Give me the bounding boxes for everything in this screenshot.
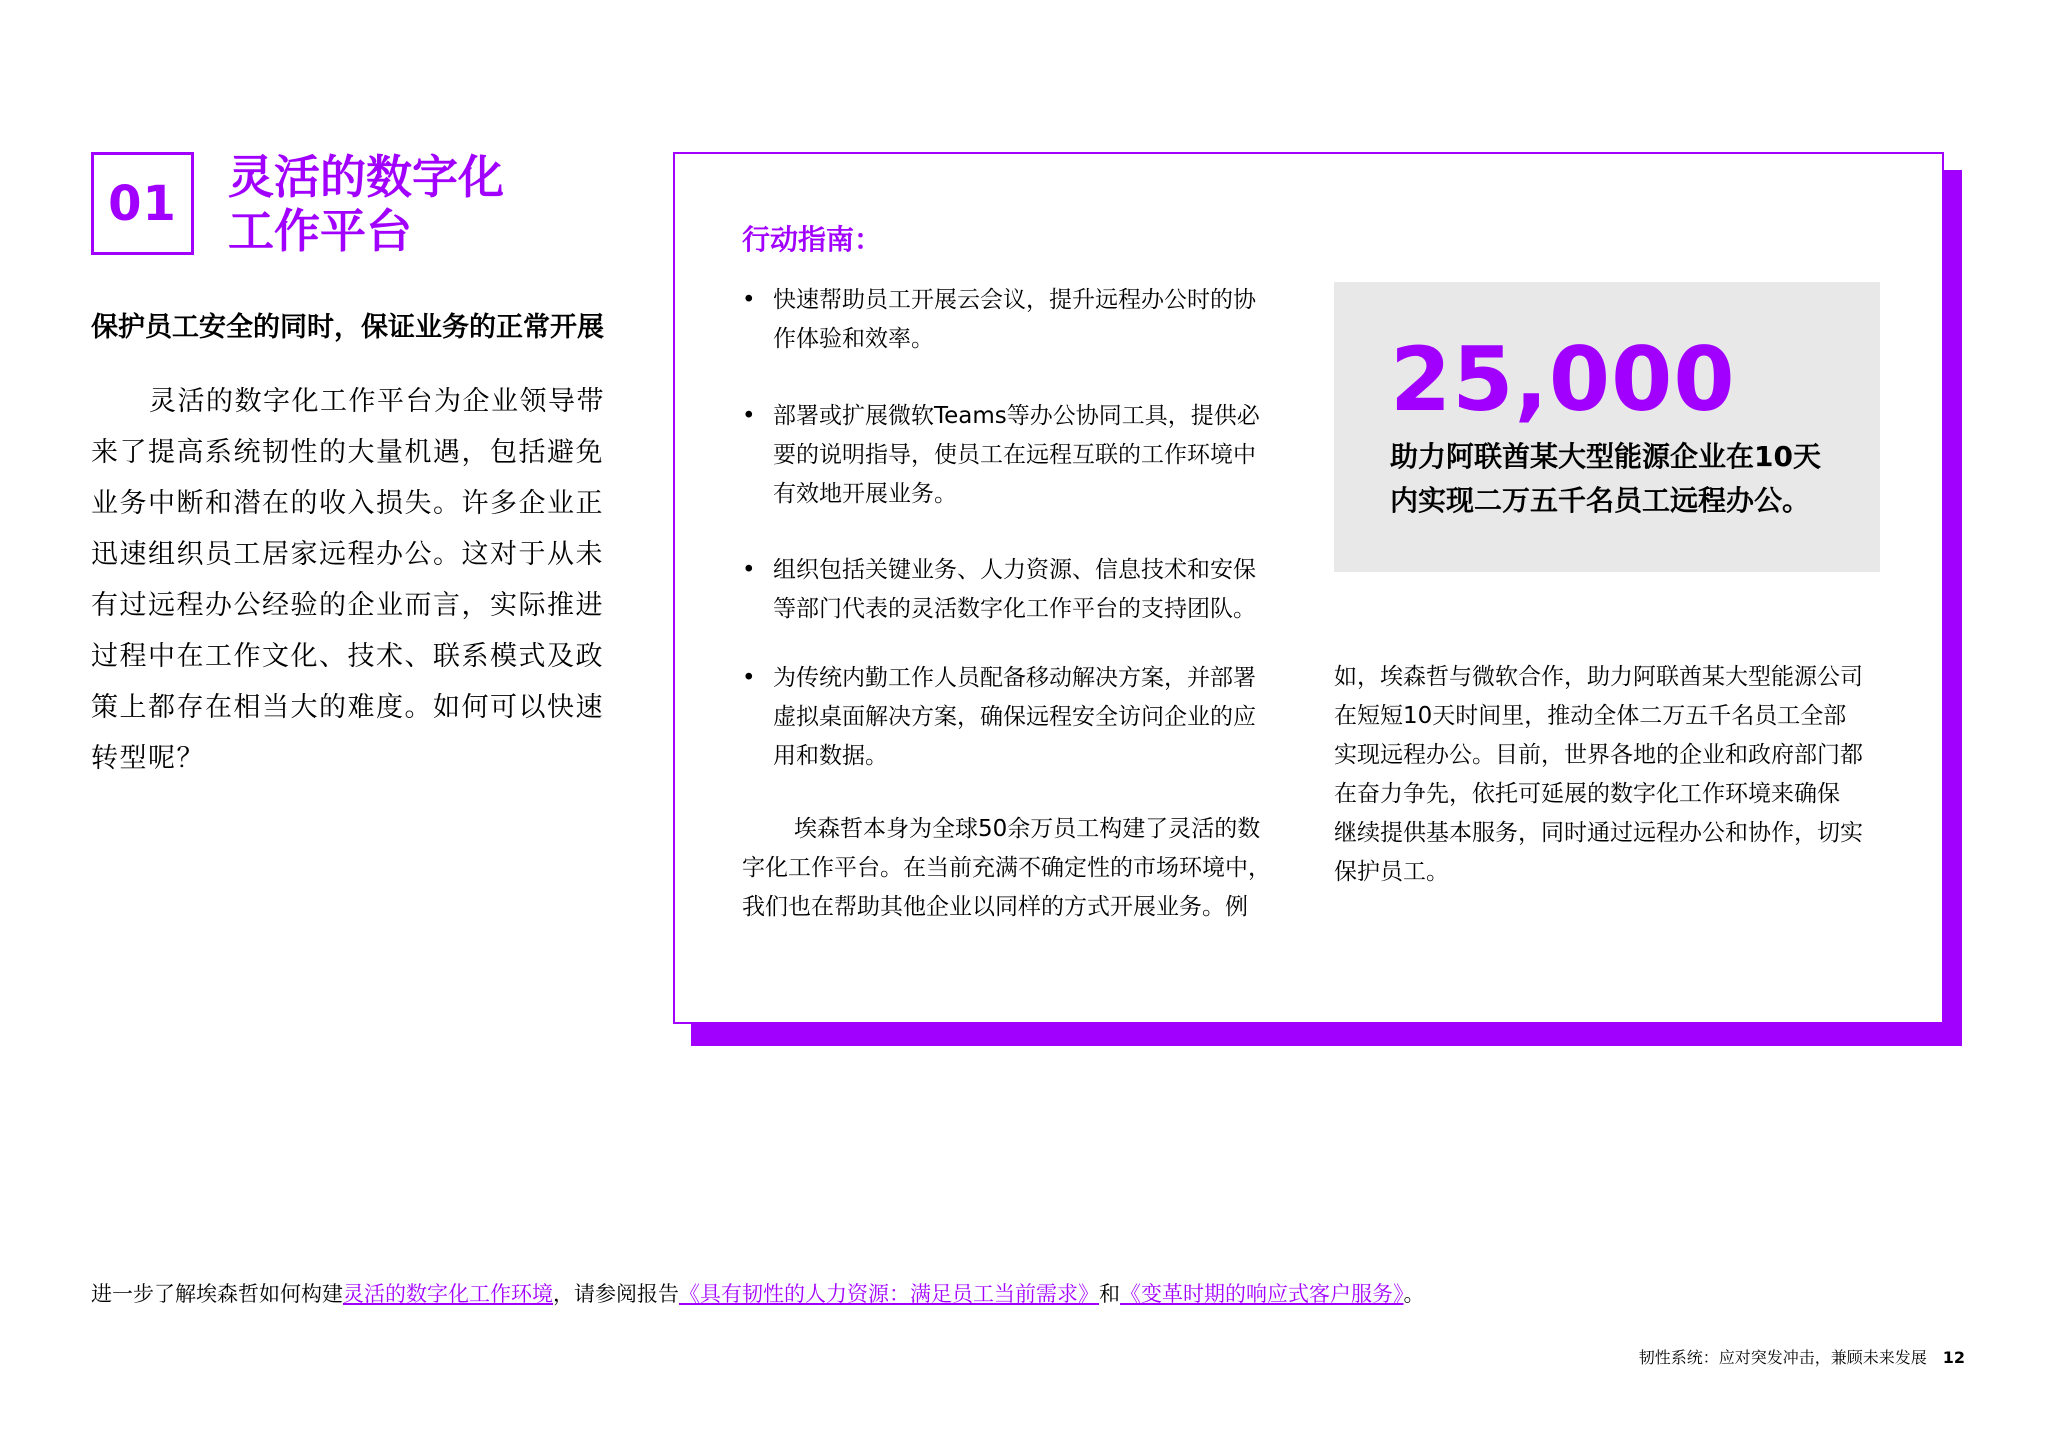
para-line: 我们也在帮助其他企业以同样的方式开展业务。例 — [742, 894, 1248, 920]
intro-line: 有过远程办公经验的企业而言，实际推进 — [91, 590, 604, 621]
para-line: 字化工作平台。在当前充满不确定性的市场环境中， — [742, 855, 1271, 881]
bullet-line: 用和数据。 — [773, 743, 888, 769]
section-number: 01 — [108, 175, 177, 232]
intro-line: 过程中在工作文化、技术、联系模式及政 — [91, 641, 604, 672]
stat-caption-line: 内实现二万五千名员工远程办公。 — [1390, 484, 1811, 517]
further-middle: ，请参阅报告 — [553, 1282, 679, 1306]
intro-line: 业务中断和潜在的收入损失。许多企业正 — [91, 488, 604, 519]
link-responsive-service-report[interactable]: 《变革时期的响应式客户服务》 — [1120, 1282, 1404, 1306]
page-number: 12 — [1942, 1348, 1965, 1367]
bullet-line: 快速帮助员工开展云会议，提升远程办公时的协 — [773, 287, 1256, 313]
bullet-line: 为传统内勤工作人员配备移动解决方案，并部署 — [773, 665, 1256, 691]
bullet-line: 虚拟桌面解决方案，确保远程安全访问企业的应 — [773, 704, 1256, 730]
intro-line: 策上都存在相当大的难度。如何可以快速 — [91, 692, 604, 723]
bullet-line: 等部门代表的灵活数字化工作平台的支持团队。 — [773, 596, 1256, 622]
further-suffix: 。 — [1403, 1282, 1425, 1306]
subheading: 保护员工安全的同时，保证业务的正常开展 — [91, 312, 604, 343]
section-title — [228, 150, 558, 258]
further-reading — [91, 1279, 1425, 1309]
bullet-line: 作体验和效率。 — [773, 326, 934, 352]
list-item — [742, 281, 1302, 359]
bullet-dot-icon: • — [742, 557, 756, 583]
para-line: 继续提供基本服务，同时通过远程办公和协作，切实 — [1334, 820, 1863, 846]
intro-paragraph — [91, 376, 636, 784]
list-item — [742, 397, 1302, 514]
bullet-line: 组织包括关键业务、人力资源、信息技术和安保 — [773, 557, 1256, 583]
bullet-dot-icon: • — [742, 403, 756, 429]
bullet-dot-icon: • — [742, 665, 756, 691]
para-line: 实现远程办公。目前，世界各地的企业和政府部门都 — [1334, 742, 1863, 768]
report-title: 韧性系统：应对突发冲击，兼顾未来发展 — [1638, 1348, 1927, 1367]
section-number-box — [91, 152, 194, 255]
para-line: 如，埃森哲与微软合作，助力阿联酋某大型能源公司 — [1334, 664, 1863, 690]
link-digital-workplace[interactable]: 灵活的数字化工作环境 — [343, 1282, 553, 1306]
list-item — [742, 551, 1302, 629]
stat-caption-line: 助力阿联酋某大型能源企业在10天 — [1390, 440, 1821, 473]
bullet-line: 部署或扩展微软Teams等办公协同工具，提供必 — [773, 403, 1260, 429]
section-title-line1: 灵活的数字化 — [228, 150, 504, 204]
page-footer — [1620, 1346, 1965, 1370]
case-paragraph-part2 — [1334, 658, 1894, 892]
intro-line: 转型呢？ — [91, 743, 205, 774]
stat-caption — [1390, 435, 1860, 523]
link-resilient-hr-report[interactable]: 《具有韧性的人力资源：满足员工当前需求》 — [679, 1282, 1099, 1306]
para-line: 保护员工。 — [1334, 859, 1449, 885]
intro-line: 迅速组织员工居家远程办公。这对于从未 — [91, 539, 604, 570]
case-paragraph-part1 — [742, 810, 1312, 927]
intro-line: 来了提高系统韧性的大量机遇，包括避免 — [91, 437, 604, 468]
section-title-line2: 工作平台 — [228, 204, 412, 258]
bullet-dot-icon: • — [742, 287, 756, 313]
stat-number: 25,000 — [1390, 328, 1736, 431]
further-and: 和 — [1099, 1282, 1120, 1306]
para-line: 在短短10天时间里，推动全体二万五千名员工全部 — [1334, 703, 1847, 729]
para-line: 埃森哲本身为全球50余万员工构建了灵活的数 — [794, 816, 1261, 842]
intro-line: 灵活的数字化工作平台为企业领导带 — [149, 386, 605, 417]
para-line: 在奋力争先，依托可延展的数字化工作环境来确保 — [1334, 781, 1840, 807]
action-guide-heading: 行动指南： — [742, 223, 883, 256]
further-prefix: 进一步了解埃森哲如何构建 — [91, 1282, 343, 1306]
bullet-line: 要的说明指导，使员工在远程互联的工作环境中 — [773, 442, 1256, 468]
bullet-line: 有效地开展业务。 — [773, 481, 957, 507]
list-item — [742, 659, 1302, 776]
